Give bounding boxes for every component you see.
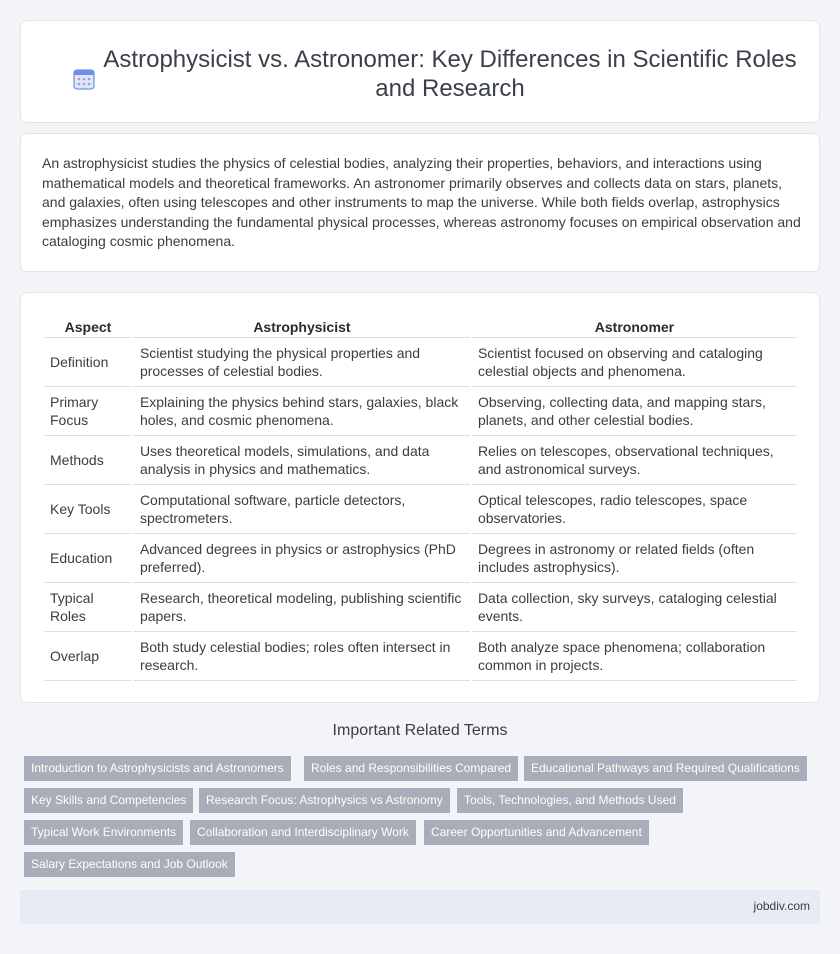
table-row <box>44 534 797 583</box>
row-aspect: Key Tools <box>44 485 132 534</box>
row-astrophysicist: Scientist studying the physical properties and processes of celestial bodies. <box>134 338 470 387</box>
row-aspect: Definition <box>44 338 132 387</box>
header-astronomer: Astronomer <box>472 313 797 338</box>
related-term-tag[interactable]: Tools, Technologies, and Methods Used <box>457 788 683 813</box>
row-astronomer: Both analyze space phenomena; collaboration common in projects. <box>472 632 797 681</box>
table-header-row <box>44 313 797 338</box>
related-term-tag[interactable]: Roles and Responsibilities Compared <box>304 756 518 781</box>
table-row <box>44 485 797 534</box>
row-aspect: Overlap <box>44 632 132 681</box>
row-aspect: Typical Roles <box>44 583 132 632</box>
related-term-tag[interactable]: Typical Work Environments <box>24 820 183 845</box>
table-row <box>44 338 797 387</box>
row-astrophysicist: Computational software, particle detectors, spectrometers. <box>134 485 470 534</box>
comparison-table <box>42 313 799 681</box>
title-card <box>20 20 820 123</box>
intro-card <box>20 133 820 272</box>
row-aspect: Primary Focus <box>44 387 132 436</box>
row-astrophysicist: Uses theoretical models, simulations, and data analysis in physics and mathematics. <box>134 436 470 485</box>
related-term-tag[interactable]: Career Opportunities and Advancement <box>424 820 649 845</box>
row-aspect: Methods <box>44 436 132 485</box>
footer <box>20 890 820 924</box>
table-row <box>44 632 797 681</box>
row-astrophysicist: Advanced degrees in physics or astrophysics (PhD preferred). <box>134 534 470 583</box>
table-row <box>44 436 797 485</box>
row-astronomer: Degrees in astronomy or related fields (often includes astrophysics). <box>472 534 797 583</box>
row-astrophysicist: Research, theoretical modeling, publishing scientific papers. <box>134 583 470 632</box>
related-terms-heading: Important Related Terms <box>332 722 508 739</box>
row-astronomer: Relies on telescopes, observational techniques, and astronomical surveys. <box>472 436 797 485</box>
comparison-card <box>20 292 820 703</box>
row-astrophysicist: Both study celestial bodies; roles often intersect in research. <box>134 632 470 681</box>
footer-site-link[interactable]: jobdiv.com <box>753 899 810 913</box>
row-astronomer: Scientist focused on observing and cataloging celestial objects and phenomena. <box>472 338 797 387</box>
table-row <box>44 387 797 436</box>
intro-paragraph: An astrophysicist studies the physics of celestial bodies, analyzing their properties, behaviors, and interactions using mathematical models and theoretical frameworks. An astronomer primarily observes and collects data on stars, planets, and galaxies, often using telescopes and other instruments to map the universe. While both fields overlap, astrophysics emphasizes understanding the fundamental physical processes, whereas astronomy focuses on empirical observation and cataloging cosmic phenomena. <box>42 155 801 249</box>
related-term-tag[interactable]: Collaboration and Interdisciplinary Work <box>190 820 416 845</box>
row-astronomer: Observing, collecting data, and mapping stars, planets, and other celestial bodies. <box>472 387 797 436</box>
row-aspect: Education <box>44 534 132 583</box>
related-term-tag[interactable]: Introduction to Astrophysicists and Astronomers <box>24 756 291 781</box>
header-astrophysicist: Astrophysicist <box>134 313 470 338</box>
row-astrophysicist: Explaining the physics behind stars, galaxies, black holes, and cosmic phenomena. <box>134 387 470 436</box>
related-term-tag[interactable]: Educational Pathways and Required Qualifications <box>524 756 807 781</box>
related-term-tag[interactable]: Salary Expectations and Job Outlook <box>24 852 235 877</box>
header-aspect: Aspect <box>44 313 132 338</box>
related-term-tag[interactable]: Research Focus: Astrophysics vs Astronomy <box>199 788 450 813</box>
page-title: Astrophysicist vs. Astronomer: Key Differences in Scientific Roles and Research <box>103 46 797 102</box>
related-term-tag[interactable]: Key Skills and Competencies <box>24 788 193 813</box>
row-astronomer: Data collection, sky surveys, cataloging celestial events. <box>472 583 797 632</box>
row-astronomer: Optical telescopes, radio telescopes, space observatories. <box>472 485 797 534</box>
table-row <box>44 583 797 632</box>
